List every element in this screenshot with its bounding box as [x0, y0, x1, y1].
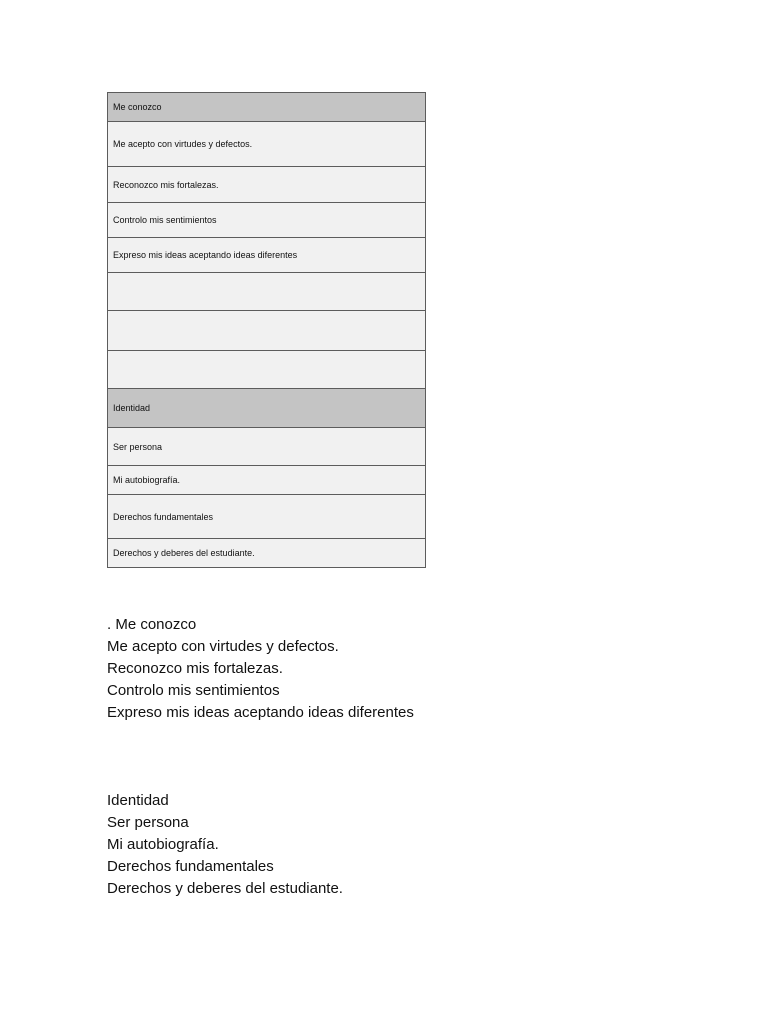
table-cell: Derechos y deberes del estudiante.: [108, 539, 426, 568]
table-cell: Ser persona: [108, 428, 426, 466]
table-row-empty: [108, 351, 426, 389]
table-cell: Expreso mis ideas aceptando ideas diferentes: [108, 238, 426, 273]
table-row-empty: [108, 273, 426, 311]
text-line: Identidad: [107, 792, 169, 809]
table-cell: Reconozco mis fortalezas.: [108, 167, 426, 203]
text-line: Me acepto con virtudes y defectos.: [107, 638, 339, 655]
table-header-row: [108, 93, 426, 122]
text-line: Ser persona: [107, 814, 189, 831]
table-row: [108, 167, 426, 203]
table-cell: Identidad: [108, 389, 426, 428]
topics-list-identidad: [107, 790, 343, 900]
text-line: . Me conozco: [107, 616, 197, 633]
table-cell: [108, 311, 426, 351]
table-cell: Me conozco: [108, 93, 426, 122]
table-cell: Controlo mis sentimientos: [108, 203, 426, 238]
text-line: Derechos y deberes del estudiante.: [107, 880, 343, 897]
table-cell: Mi autobiografía.: [108, 466, 426, 495]
table-cell: [108, 351, 426, 389]
table-row: [108, 466, 426, 495]
text-line: Derechos fundamentales: [107, 858, 274, 875]
text-line: Controlo mis sentimientos: [107, 682, 280, 699]
table-row: [108, 203, 426, 238]
table-cell: [108, 273, 426, 311]
table-row: [108, 539, 426, 568]
table-row: [108, 238, 426, 273]
table-row: [108, 122, 426, 167]
table-cell: Me acepto con virtudes y defectos.: [108, 122, 426, 167]
text-line: Mi autobiografía.: [107, 836, 219, 853]
topics-list-me-conozco: [107, 614, 414, 724]
topics-table: [107, 92, 426, 568]
table-row: [108, 428, 426, 466]
table-header-row: [108, 389, 426, 428]
table-row: [108, 495, 426, 539]
text-line: Expreso mis ideas aceptando ideas diferentes: [107, 704, 414, 721]
text-line: Reconozco mis fortalezas.: [107, 660, 283, 677]
table-row-empty: [108, 311, 426, 351]
table-cell: Derechos fundamentales: [108, 495, 426, 539]
